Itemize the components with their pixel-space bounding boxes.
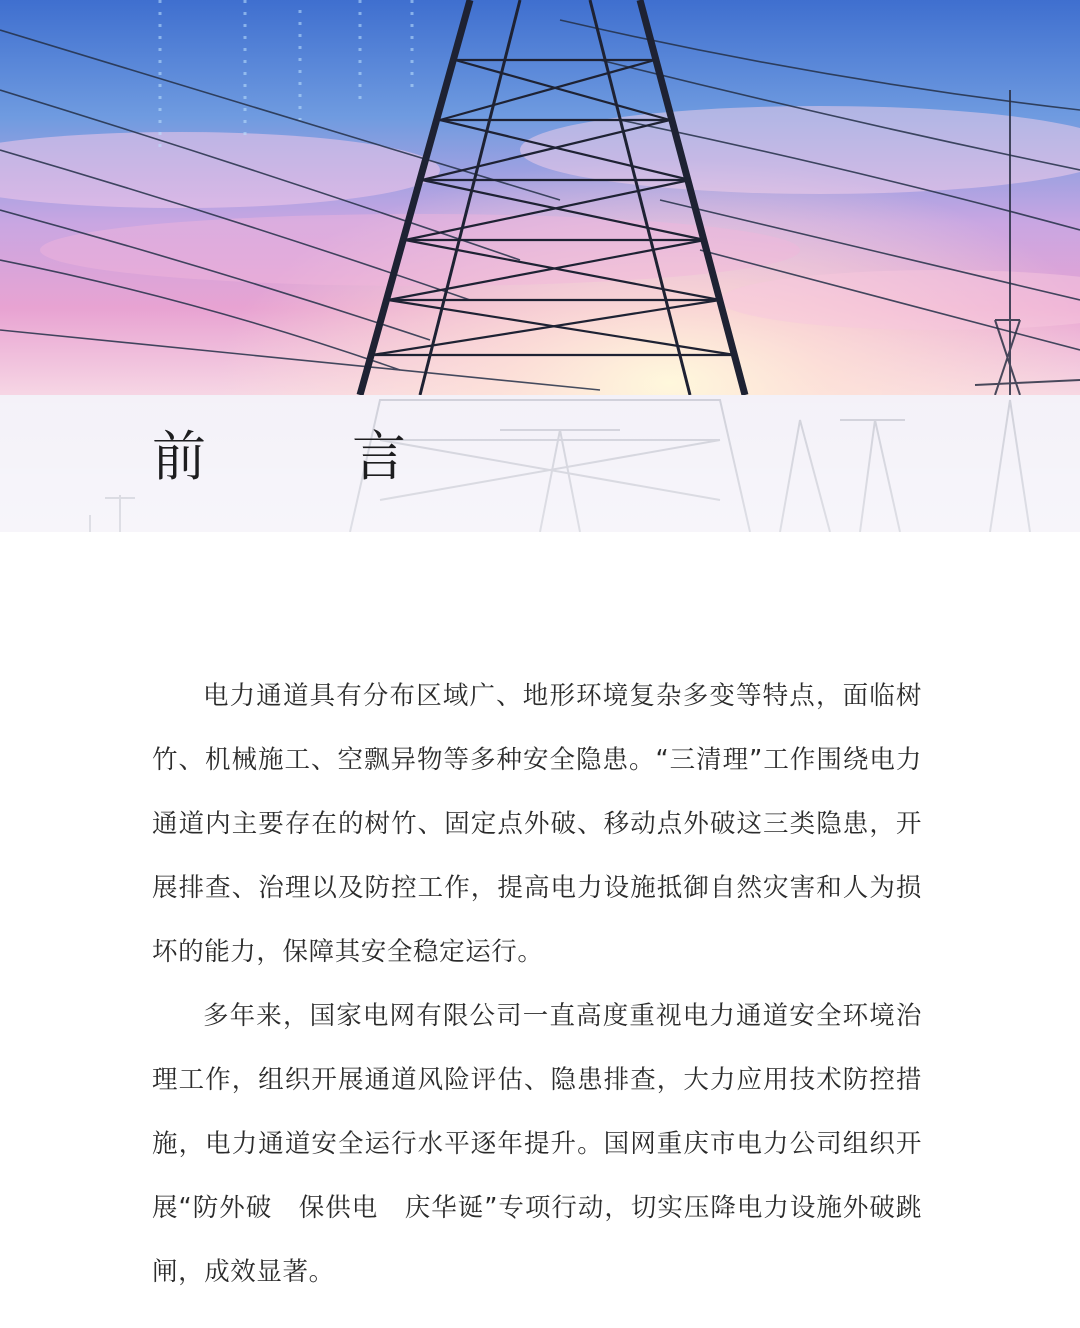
article-body — [152, 664, 922, 1304]
page-title: 前 言 — [152, 425, 452, 488]
paragraph: 多年来，国家电网有限公司一直高度重视电力通道安全环境治理工作，组织开展通道风险评估、隐患排查，大力应用技术防控措施，电力通道安全运行水平逐年提升。国网重庆市电力公司组织开展“防外破 保供电 庆华诞”专项行动，切实压降电力设施外破跳闸，成效显著。 — [152, 1001, 922, 1287]
paragraph: 电力通道具有分布区域广、地形环境复杂多变等特点，面临树竹、机械施工、空飘异物等多种安全隐患。“三清理”工作围绕电力通道内主要存在的树竹、固定点外破、移动点外破这三类隐患，开展排查、治理以及防控工作，提高电力设施抵御自然灾害和人为损坏的能力，保障其安全稳定运行。 — [152, 681, 922, 967]
header-banner — [0, 0, 1080, 532]
